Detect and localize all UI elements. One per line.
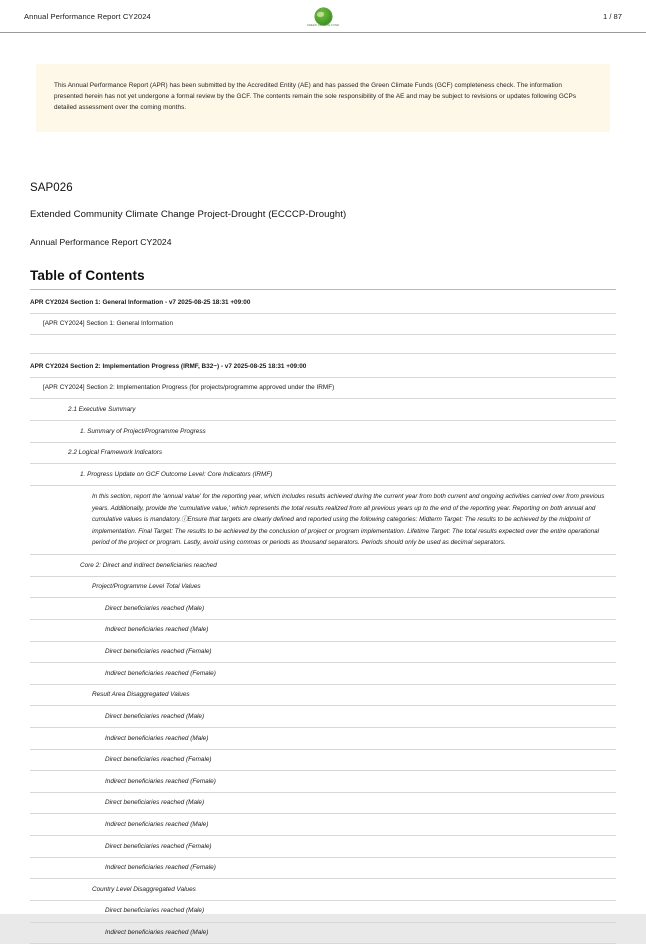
toc-entry[interactable]: 2.1 Executive Summary: [30, 399, 616, 421]
toc-entry[interactable]: 1. Progress Update on GCF Outcome Level: Core Indicators (IRMF): [30, 464, 616, 486]
title-block: [30, 182, 616, 247]
toc-entry[interactable]: Core 2: Direct and indirect beneficiaries reached: [30, 555, 616, 577]
toc-entry[interactable]: [APR CY2024] Section 1: General Information: [30, 314, 616, 336]
toc-entry[interactable]: 2.2 Logical Framework Indicators: [30, 443, 616, 465]
toc-entry[interactable]: Indirect beneficiaries reached (Male): [30, 814, 616, 836]
toc-entry[interactable]: Direct beneficiaries reached (Female): [30, 836, 616, 858]
toc-entry[interactable]: Direct beneficiaries reached (Male): [30, 706, 616, 728]
toc-entry[interactable]: Direct beneficiaries reached (Female): [30, 750, 616, 772]
project-code: SAP026: [30, 182, 616, 194]
toc-entry[interactable]: Result Area Disaggregated Values: [30, 685, 616, 707]
report-title: Annual Performance Report CY2024: [30, 237, 616, 247]
toc-spacer: [30, 335, 616, 354]
table-of-contents: [30, 268, 616, 944]
toc-entry[interactable]: Direct beneficiaries reached (Male): [30, 901, 616, 923]
toc-entry[interactable]: Indirect beneficiaries reached (Male): [30, 923, 616, 944]
toc-entry[interactable]: Indirect beneficiaries reached (Male): [30, 728, 616, 750]
toc-entry[interactable]: 1. Summary of Project/Programme Progress: [30, 421, 616, 443]
project-title: Extended Community Climate Change Project-Drought (ECCCP-Drought): [30, 209, 616, 220]
toc-list: [30, 290, 616, 944]
toc-entry[interactable]: Indirect beneficiaries reached (Male): [30, 620, 616, 642]
toc-entry[interactable]: Country Level Disaggregated Values: [30, 879, 616, 901]
toc-entry[interactable]: APR CY2024 Section 2: Implementation Progress (IRMF, B32~) - v7 2025-08-25 18:31 +09:00: [30, 354, 616, 378]
toc-heading: Table of Contents: [30, 268, 616, 290]
toc-guidance-paragraph: In this section, report the 'annual value' for the reporting year, which includes results achieved during the current year from both current and ongoing activities carried over from previous years. Additionally, provide the 'cumulative value,' which represents the total results realized from all previous years up to the end of the reporting year. Reporting on both annual and cumulative values is mandatory.ⓘEnsure that targets are clearly defined and reported using the following categories: Midterm Target: The results to be achieved by the midpoint of implementation. Final Target: The results to be achieved by the conclusion of project or program implementation. Lifetime Target: The total results expected over the entire operational period of the project or program. Lastly, avoid using commas or periods as thousand separators. Periods should only be used as decimal separators.: [30, 486, 616, 555]
toc-entry[interactable]: Direct beneficiaries reached (Male): [30, 598, 616, 620]
gcf-globe-logo: [303, 4, 343, 28]
toc-entry[interactable]: Indirect beneficiaries reached (Female): [30, 858, 616, 880]
toc-entry[interactable]: Direct beneficiaries reached (Female): [30, 642, 616, 664]
page-indicator: 1 / 87: [603, 12, 622, 21]
page-header: [0, 0, 646, 33]
toc-entry[interactable]: [APR CY2024] Section 2: Implementation Progress (for projects/programme approved under the IRMF): [30, 378, 616, 400]
toc-entry[interactable]: Project/Programme Level Total Values: [30, 577, 616, 599]
toc-entry[interactable]: Direct beneficiaries reached (Male): [30, 793, 616, 815]
header-document-title: Annual Performance Report CY2024: [24, 12, 151, 21]
logo-caption: GREEN CLIMATE FUND: [307, 24, 340, 27]
disclaimer-text: This Annual Performance Report (APR) has been submitted by the Accredited Entity (AE) and has passed the Green Climate Funds (GCF) completeness check. The information presented herein has not yet undergone a formal review by the GCF. The contents remain the sole responsibility of the AE and may be subject to revisions or updates following GCPs detailed assessment over the coming months.: [54, 80, 592, 114]
toc-entry[interactable]: Indirect beneficiaries reached (Female): [30, 771, 616, 793]
toc-entry[interactable]: APR CY2024 Section 1: General Information - v7 2025-08-25 18:31 +09:00: [30, 290, 616, 314]
toc-entry[interactable]: Indirect beneficiaries reached (Female): [30, 663, 616, 685]
disclaimer-notice: [36, 64, 610, 132]
